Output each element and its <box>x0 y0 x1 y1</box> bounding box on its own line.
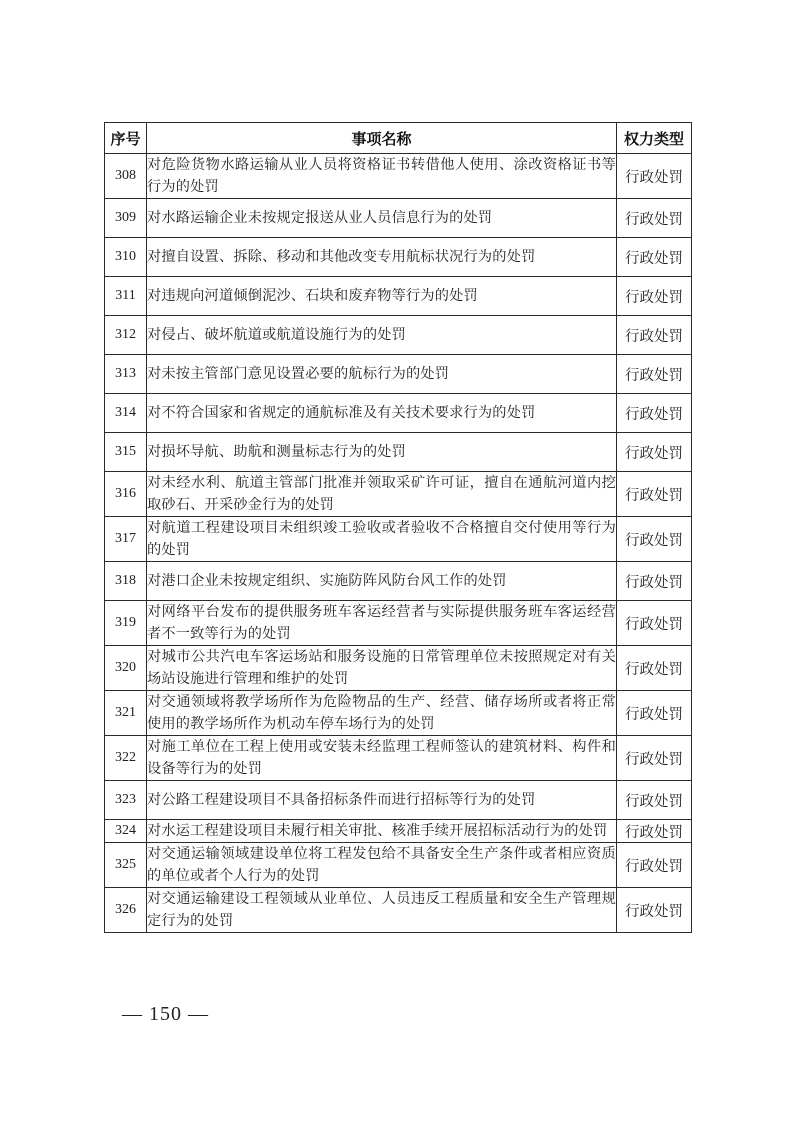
item-name: 对公路工程建设项目不具备招标条件而进行招标等行为的处罚 <box>147 781 617 820</box>
table-row <box>105 238 692 277</box>
power-type: 行政处罚 <box>617 199 692 238</box>
item-name: 对网络平台发布的提供服务班车客运经营者与实际提供服务班车客运经营者不一致等行为的处罚 <box>147 601 617 646</box>
power-type: 行政处罚 <box>617 562 692 601</box>
power-type: 行政处罚 <box>617 277 692 316</box>
table-row <box>105 433 692 472</box>
item-name: 对港口企业未按规定组织、实施防阵风防台风工作的处罚 <box>147 562 617 601</box>
table-row <box>105 736 692 781</box>
power-type: 行政处罚 <box>617 316 692 355</box>
row-number: 320 <box>105 646 147 691</box>
row-number: 311 <box>105 277 147 316</box>
item-name: 对危险货物水路运输从业人员将资格证书转借他人使用、涂改资格证书等行为的处罚 <box>147 154 617 199</box>
item-name: 对航道工程建设项目未组织竣工验收或者验收不合格擅自交付使用等行为的处罚 <box>147 517 617 562</box>
power-type: 行政处罚 <box>617 646 692 691</box>
item-name: 对水路运输企业未按规定报送从业人员信息行为的处罚 <box>147 199 617 238</box>
row-number: 314 <box>105 394 147 433</box>
table-row <box>105 355 692 394</box>
header-no: 序号 <box>105 123 147 154</box>
item-name: 对水运工程建设项目未履行相关审批、核准手续开展招标活动行为的处罚 <box>147 820 617 843</box>
row-number: 308 <box>105 154 147 199</box>
table-row <box>105 843 692 888</box>
power-type: 行政处罚 <box>617 238 692 277</box>
power-type: 行政处罚 <box>617 154 692 199</box>
item-name: 对不符合国家和省规定的通航标准及有关技术要求行为的处罚 <box>147 394 617 433</box>
row-number: 323 <box>105 781 147 820</box>
table-row <box>105 646 692 691</box>
row-number: 313 <box>105 355 147 394</box>
header-type: 权力类型 <box>617 123 692 154</box>
row-number: 325 <box>105 843 147 888</box>
item-name: 对擅自设置、拆除、移动和其他改变专用航标状况行为的处罚 <box>147 238 617 277</box>
table-row <box>105 394 692 433</box>
power-type: 行政处罚 <box>617 355 692 394</box>
table-row <box>105 820 692 843</box>
item-name: 对施工单位在工程上使用或安装未经监理工程师签认的建筑材料、构件和设备等行为的处罚 <box>147 736 617 781</box>
row-number: 316 <box>105 472 147 517</box>
power-type: 行政处罚 <box>617 601 692 646</box>
power-type: 行政处罚 <box>617 781 692 820</box>
power-type: 行政处罚 <box>617 394 692 433</box>
row-number: 326 <box>105 888 147 933</box>
table-row <box>105 199 692 238</box>
table-row <box>105 472 692 517</box>
row-number: 315 <box>105 433 147 472</box>
row-number: 309 <box>105 199 147 238</box>
table-body <box>105 154 692 933</box>
table-header-row <box>105 123 692 154</box>
power-type: 行政处罚 <box>617 888 692 933</box>
table-row <box>105 277 692 316</box>
item-name: 对未按主管部门意见设置必要的航标行为的处罚 <box>147 355 617 394</box>
table-row <box>105 691 692 736</box>
table-row <box>105 888 692 933</box>
power-type: 行政处罚 <box>617 433 692 472</box>
row-number: 310 <box>105 238 147 277</box>
power-type: 行政处罚 <box>617 472 692 517</box>
row-number: 318 <box>105 562 147 601</box>
row-number: 322 <box>105 736 147 781</box>
power-type: 行政处罚 <box>617 736 692 781</box>
table-row <box>105 154 692 199</box>
item-name: 对交通运输建设工程领域从业单位、人员违反工程质量和安全生产管理规定行为的处罚 <box>147 888 617 933</box>
page-number: — 150 — <box>122 1003 209 1025</box>
power-type: 行政处罚 <box>617 517 692 562</box>
item-name: 对交通领域将教学场所作为危险物品的生产、经营、储存场所或者将正常使用的教学场所作为机动车停车场行为的处罚 <box>147 691 617 736</box>
power-type: 行政处罚 <box>617 820 692 843</box>
item-name: 对违规向河道倾倒泥沙、石块和废弃物等行为的处罚 <box>147 277 617 316</box>
item-name: 对未经水利、航道主管部门批准并领取采矿许可证，擅自在通航河道内挖取砂石、开采砂金行为的处罚 <box>147 472 617 517</box>
power-type: 行政处罚 <box>617 691 692 736</box>
table-row <box>105 781 692 820</box>
header-name: 事项名称 <box>147 123 617 154</box>
table-row <box>105 601 692 646</box>
row-number: 321 <box>105 691 147 736</box>
item-name: 对城市公共汽电车客运场站和服务设施的日常管理单位未按照规定对有关场站设施进行管理和维护的处罚 <box>147 646 617 691</box>
item-table <box>104 122 692 933</box>
row-number: 312 <box>105 316 147 355</box>
table-row <box>105 562 692 601</box>
row-number: 317 <box>105 517 147 562</box>
item-name: 对交通运输领域建设单位将工程发包给不具备安全生产条件或者相应资质的单位或者个人行为的处罚 <box>147 843 617 888</box>
power-type: 行政处罚 <box>617 843 692 888</box>
table-row <box>105 316 692 355</box>
item-name: 对侵占、破坏航道或航道设施行为的处罚 <box>147 316 617 355</box>
table-row <box>105 517 692 562</box>
item-name: 对损坏导航、助航和测量标志行为的处罚 <box>147 433 617 472</box>
row-number: 324 <box>105 820 147 843</box>
row-number: 319 <box>105 601 147 646</box>
